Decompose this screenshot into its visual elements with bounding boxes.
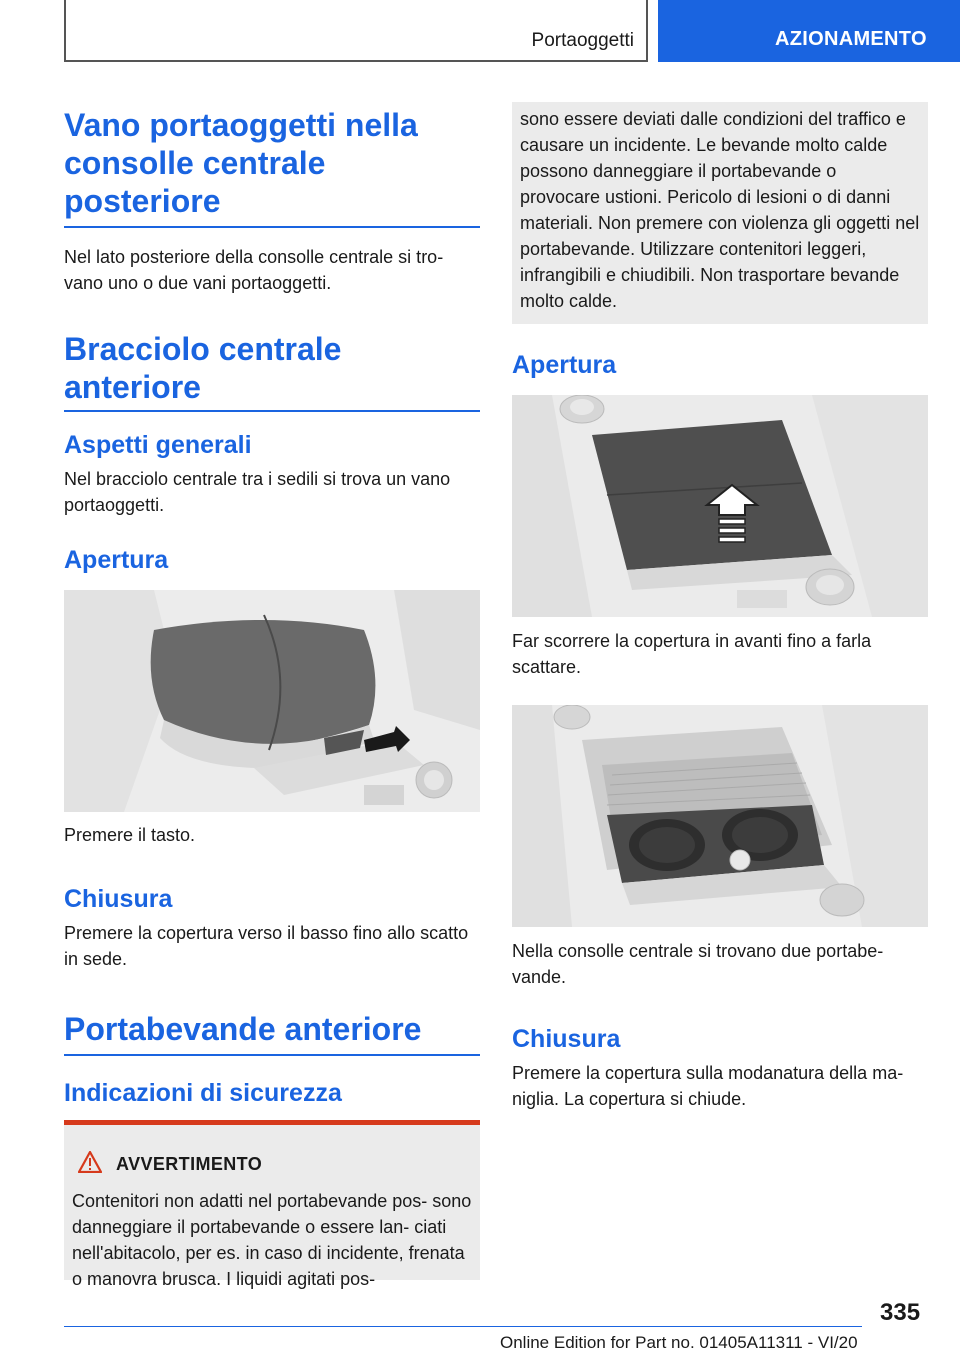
heading-opening-left: Apertura <box>64 546 169 574</box>
armrest-image <box>64 590 480 812</box>
header-section-title: Portaoggetti <box>531 30 634 51</box>
heading-closing-right: Chiusura <box>512 1025 621 1053</box>
heading-cupholder: Portabevande anteriore <box>64 1010 480 1056</box>
heading-armrest: Bracciolo centrale anteriore <box>64 330 480 412</box>
footer-edition: Online Edition for Part no. 01405A11311 - VI/20 <box>500 1333 858 1352</box>
warning-text: Contenitori non adatti nel portabevande pos- sono danneggiare il portabevande o essere lan- ciati nell'abitacolo, per es. in caso di incidente, frenata o manovra brusca. I liquidi agitati pos- <box>72 1191 472 1289</box>
warning-box-continued <box>512 102 928 324</box>
text-general: Nel bracciolo centrale tra i sedili si trova un vano portaoggetti. <box>64 469 451 515</box>
slide-cover-image <box>512 395 928 617</box>
cupholders-image <box>512 705 928 927</box>
heading-general: Aspetti generali <box>64 431 252 459</box>
warning-box <box>64 1120 480 1289</box>
caption-slide-cover: Far scorrere la copertura in avanti fino a farla scattare. <box>512 631 872 677</box>
heading-rear-storage: Vano portaoggetti nella consolle centrale posteriore <box>64 106 480 228</box>
header-chapter-tab[interactable]: AZIONAMENTO <box>658 0 960 62</box>
page-number: 335 <box>880 1299 921 1326</box>
section-armrest <box>64 330 480 412</box>
header-section-box <box>64 0 648 62</box>
warning-header <box>78 1151 472 1178</box>
left-column <box>64 106 480 296</box>
text-closing-right: Premere la copertura sulla modanatura della ma- niglia. La copertura si chiude. <box>512 1063 904 1109</box>
section-general <box>64 430 480 518</box>
warning-text-continued: sono essere deviati dalle condizioni del traffico e causare un incidente. Le bevande molto calde possono danneggiare il portabevande o provocare ustioni. Pericolo di lesioni o di danni materiali. Non premere con violenza gli oggetti nel portabevande. Utilizzare contenitori leggeri, infrangibili e chiudibili. Non trasportare bevande molto calde. <box>520 109 920 311</box>
caption-two-cupholders: Nella consolle centrale si trovano due portabe- vande. <box>512 941 884 987</box>
text-closing-left: Premere la copertura verso il basso fino allo scatto in sede. <box>64 923 469 969</box>
section-closing-left <box>64 884 480 972</box>
caption-press-button: Premere il tasto. <box>64 825 196 845</box>
text-rear-storage: Nel lato posteriore della consolle centrale si tro- vano uno o due vani portaoggetti. <box>64 247 444 293</box>
section-cupholder <box>64 1010 480 1056</box>
warning-title: AVVERTIMENTO <box>116 1154 263 1174</box>
section-closing-right <box>512 1024 928 1112</box>
heading-safety: Indicazioni di sicurezza <box>64 1079 342 1107</box>
heading-opening-right: Apertura <box>512 351 617 379</box>
heading-closing-left: Chiusura <box>64 885 173 913</box>
footer-divider <box>64 1326 862 1327</box>
warning-triangle-icon <box>78 1151 102 1178</box>
